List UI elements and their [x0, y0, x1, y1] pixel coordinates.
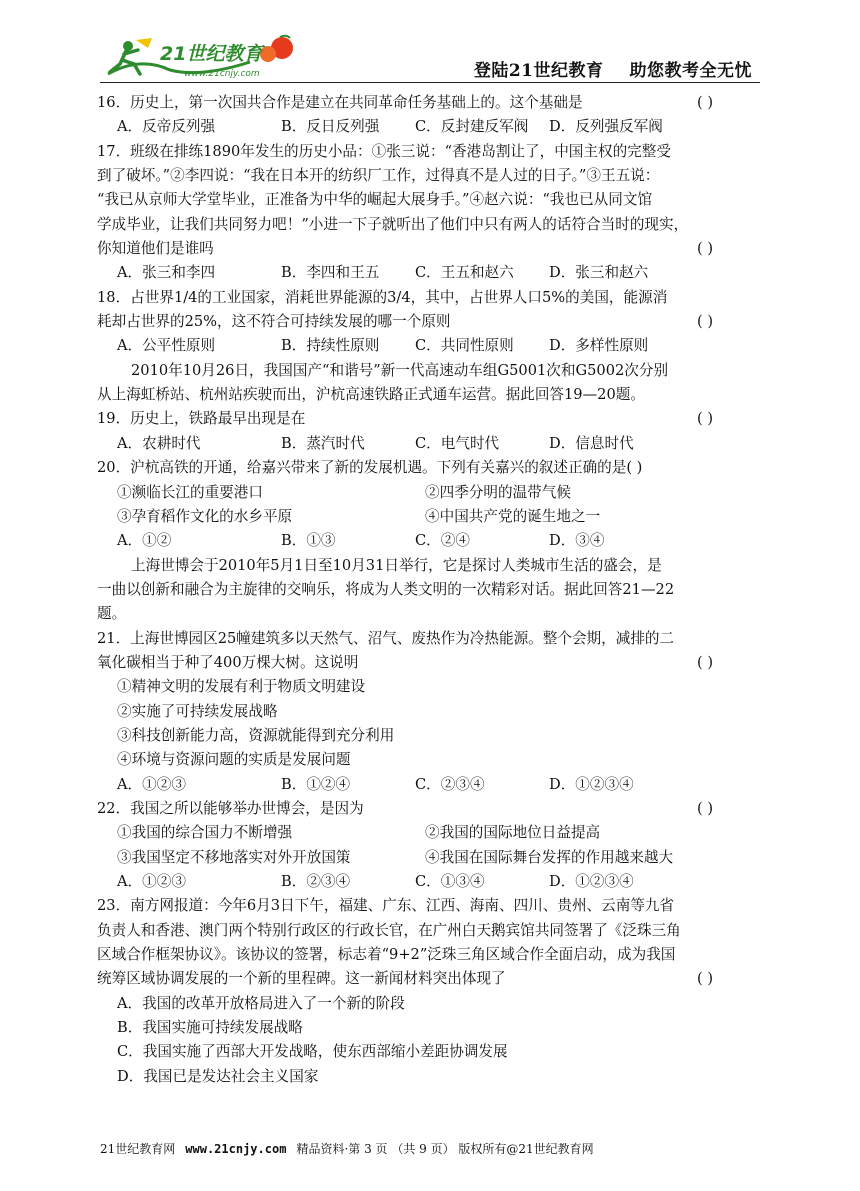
question-text-line [97, 91, 762, 115]
answer-option[interactable]: B．①②④ [281, 775, 351, 793]
answer-option[interactable]: D．多样性原则 [549, 337, 649, 355]
answer-option[interactable]: D．张三和赵六 [549, 264, 649, 282]
question-text-line [97, 967, 762, 991]
answer-option[interactable]: ④我国在国际舞台发挥的作用越来越大 [425, 848, 674, 866]
line-text: 区域合作框架协议》。该协议的签署，标志着“9+2”泛珠三角区域合作全面启动，成为我国 [97, 946, 676, 964]
svg-text:21世纪教育: 21世纪教育 [160, 43, 263, 65]
answer-options [97, 821, 762, 845]
answer-options [97, 334, 762, 358]
header-divider [100, 82, 760, 83]
line-text: 20．沪杭高铁的开通，给嘉兴带来了新的发展机遇。下列有关嘉兴的叙述正确的是( ) [97, 459, 643, 477]
header-slogan [474, 56, 752, 81]
svg-text:www.21cnjy.com: www.21cnjy.com [184, 69, 260, 79]
question-text-line [97, 554, 762, 578]
question-text-line [97, 164, 762, 188]
line-text: 一曲以创新和融合为主旋律的交响乐，将成为人类文明的一次精彩对话。据此回答21—22 [97, 580, 675, 598]
answer-option[interactable]: D．信息时代 [549, 434, 634, 452]
answer-options [97, 432, 762, 456]
question-text-line [97, 456, 762, 480]
answer-option[interactable]: ②我国的国际地位日益提高 [425, 824, 601, 842]
footer-sitename: 21世纪教育网 [100, 1142, 176, 1156]
question-text-line [97, 919, 762, 943]
question-text-line [97, 578, 762, 602]
answer-option[interactable]: C．共同性原则 [415, 337, 514, 355]
line-text: “我已从京师大学堂毕业，正准备为中华的崛起大展身手。”④赵六说：“我也已从同文馆 [97, 191, 653, 209]
answer-option[interactable]: C．①③④ [415, 873, 485, 890]
footer-pageinfo: 精品资料·第 3 页 （共 9 页） 版权所有@21世纪教育网 [296, 1142, 594, 1156]
answer-options [97, 261, 762, 285]
answer-option[interactable]: B．持续性原则 [281, 337, 380, 355]
footer-link[interactable]: www.21cnjy.com [185, 1142, 287, 1156]
answer-blank[interactable]: ( ) [697, 653, 714, 671]
answer-option[interactable] [97, 1016, 762, 1040]
question-text-line [97, 237, 762, 261]
answer-option[interactable]: A．反帝反列强 [117, 118, 216, 136]
answer-options [97, 870, 762, 894]
answer-option[interactable] [97, 1065, 762, 1089]
line-text: 耗却占世界的25%，这不符合可持续发展的哪一个原则 [97, 313, 451, 331]
answer-options [97, 846, 762, 870]
answer-option[interactable]: C．②④ [415, 532, 470, 550]
answer-option[interactable]: D．反列强反军阀 [549, 118, 663, 136]
answer-option[interactable]: ②四季分明的温带气候 [425, 483, 571, 501]
line-text: 23．南方网报道：今年6月3日下午，福建、广东、江西、海南、四川、贵州、云南等九省 [97, 897, 675, 915]
line-text: ①精神文明的发展有利于物质文明建设 [117, 678, 366, 696]
answer-option[interactable] [97, 700, 762, 724]
line-text: ③科技创新能力高，资源就能得到充分利用 [117, 726, 395, 744]
answer-option[interactable]: D．①②③④ [549, 873, 634, 890]
line-text: 题。 [97, 605, 127, 623]
answer-option[interactable]: D．①②③④ [549, 775, 634, 793]
answer-option[interactable]: B．②③④ [281, 873, 351, 890]
answer-option[interactable]: ③我国坚定不移地落实对外开放国策 [117, 848, 351, 866]
question-text-line [97, 943, 762, 967]
site-logo[interactable] [100, 34, 310, 80]
question-text-line [97, 310, 762, 334]
answer-option[interactable]: D．③④ [549, 532, 605, 550]
line-text: 16．历史上，第一次国共合作是建立在共同革命任务基础上的。这个基础是 [97, 94, 583, 111]
answer-option[interactable] [97, 748, 762, 772]
answer-option[interactable]: ①濒临长江的重要港口 [117, 483, 263, 501]
answer-option[interactable]: B．反日反列强 [281, 118, 380, 136]
answer-option[interactable]: C．反封建反军阀 [415, 118, 529, 136]
answer-option[interactable] [97, 1040, 762, 1064]
answer-option[interactable]: A．公平性原则 [117, 337, 216, 355]
line-text: 上海世博会于2010年5月1日至10月31日举行，它是探讨人类城市生活的盛会，是 [131, 556, 662, 574]
exam-content [97, 91, 762, 1089]
question-text-line [97, 286, 762, 310]
answer-options [97, 481, 762, 505]
slogan-login: 登陆21世纪教育 [473, 61, 604, 81]
question-text-line [97, 894, 762, 918]
answer-option[interactable]: C．王五和赵六 [415, 264, 514, 282]
question-text-line [97, 140, 762, 164]
question-text-line [97, 188, 762, 212]
line-text: 22．我国之所以能够举办世博会，是因为 [97, 799, 364, 817]
slogan-help: 助您教考全无忧 [629, 61, 752, 81]
line-text: A．我国的改革开放格局进入了一个新的阶段 [117, 994, 405, 1012]
answer-options [97, 505, 762, 529]
line-text: B．我国实施可持续发展战略 [117, 1019, 303, 1037]
answer-blank[interactable]: ( ) [697, 410, 714, 428]
line-text: D．我国已是发达社会主义国家 [117, 1067, 319, 1085]
line-text: 氧化碳相当于种了400万棵大树。这说明 [97, 653, 359, 671]
line-text: ②实施了可持续发展战略 [117, 702, 278, 720]
line-text: 统筹区域协调发展的一个新的里程碑。这一新闻材料突出体现了 [97, 970, 506, 988]
line-text: 17．班级在排练1890年发生的历史小品：①张三说：“香港岛割让了，中国主权的完整受 [97, 142, 671, 160]
answer-blank[interactable]: ( ) [697, 313, 714, 331]
line-text: 你知道他们是谁吗 [97, 240, 214, 258]
answer-option[interactable]: ①我国的综合国力不断增强 [117, 824, 293, 842]
answer-blank[interactable]: ( ) [697, 94, 714, 111]
answer-option[interactable]: A．农耕时代 [117, 434, 201, 452]
answer-blank[interactable]: ( ) [697, 799, 714, 817]
answer-options [97, 529, 762, 553]
line-text: ④环境与资源问题的实质是发展问题 [117, 751, 351, 769]
line-text: 21．上海世博园区25幢建筑多以天然气、沼气、废热作为冷热能源。整个会期，减排的二 [97, 629, 675, 647]
answer-option[interactable]: A．①②③ [117, 873, 186, 890]
question-text-line [97, 651, 762, 675]
line-text: 2010年10月26日，我国国产“和谐号”新一代高速动车组G5001次和G5002次分别 [131, 361, 669, 379]
line-text: 负责人和香港、澳门两个特别行政区的行政长官，在广州白天鹅宾馆共同签署了《泛珠三角 [97, 921, 681, 939]
answer-option[interactable]: C．②③④ [415, 775, 485, 793]
line-text: C．我国实施了西部大开发战略，使东西部缩小差距协调发展 [117, 1043, 508, 1061]
line-text: 从上海虹桥站、杭州站疾驶而出，沪杭高速铁路正式通车运营。据此回答19—20题。 [97, 386, 645, 404]
answer-option[interactable]: B．蒸汽时代 [281, 434, 365, 452]
answer-option[interactable]: ③孕育稻作文化的水乡平原 [117, 507, 293, 525]
line-text: 学成毕业，让我们共同努力吧！”小进一下子就听出了他们中只有两人的话符合当时的现实， [97, 215, 689, 233]
question-text-line [97, 213, 762, 237]
answer-option[interactable]: C．电气时代 [415, 434, 500, 452]
question-text-line [97, 359, 762, 383]
answer-blank[interactable]: ( ) [697, 970, 714, 988]
logo-graphic [100, 34, 310, 80]
question-text-line [97, 383, 762, 407]
answer-option[interactable]: A．张三和李四 [117, 264, 216, 282]
answer-option[interactable]: B．①③ [281, 532, 336, 550]
answer-option[interactable] [97, 675, 762, 699]
answer-options [97, 115, 762, 139]
question-text-line [97, 627, 762, 651]
question-text-line [97, 407, 762, 431]
page-footer [100, 1140, 760, 1157]
answer-blank[interactable]: ( ) [697, 240, 714, 258]
answer-option[interactable] [97, 992, 762, 1016]
answer-option[interactable]: ④中国共产党的诞生地之一 [425, 507, 601, 525]
page-header [100, 34, 760, 84]
line-text: 到了破坏。”②李四说：“我在日本开的纺织厂工作，过得真不是人过的日子。”③王五说： [97, 167, 660, 185]
line-text: 18．占世界1/4的工业国家，消耗世界能源的3/4，其中，占世界人口5%的美国，能源消 [97, 288, 668, 306]
answer-options [97, 773, 762, 797]
answer-option[interactable]: B．李四和王五 [281, 264, 380, 282]
question-text-line [97, 797, 762, 821]
question-text-line [97, 602, 762, 626]
answer-option[interactable] [97, 724, 762, 748]
answer-option[interactable]: A．①② [117, 532, 172, 550]
line-text: 19．历史上，铁路最早出现是在 [97, 410, 306, 428]
answer-option[interactable]: A．①②③ [117, 775, 186, 793]
